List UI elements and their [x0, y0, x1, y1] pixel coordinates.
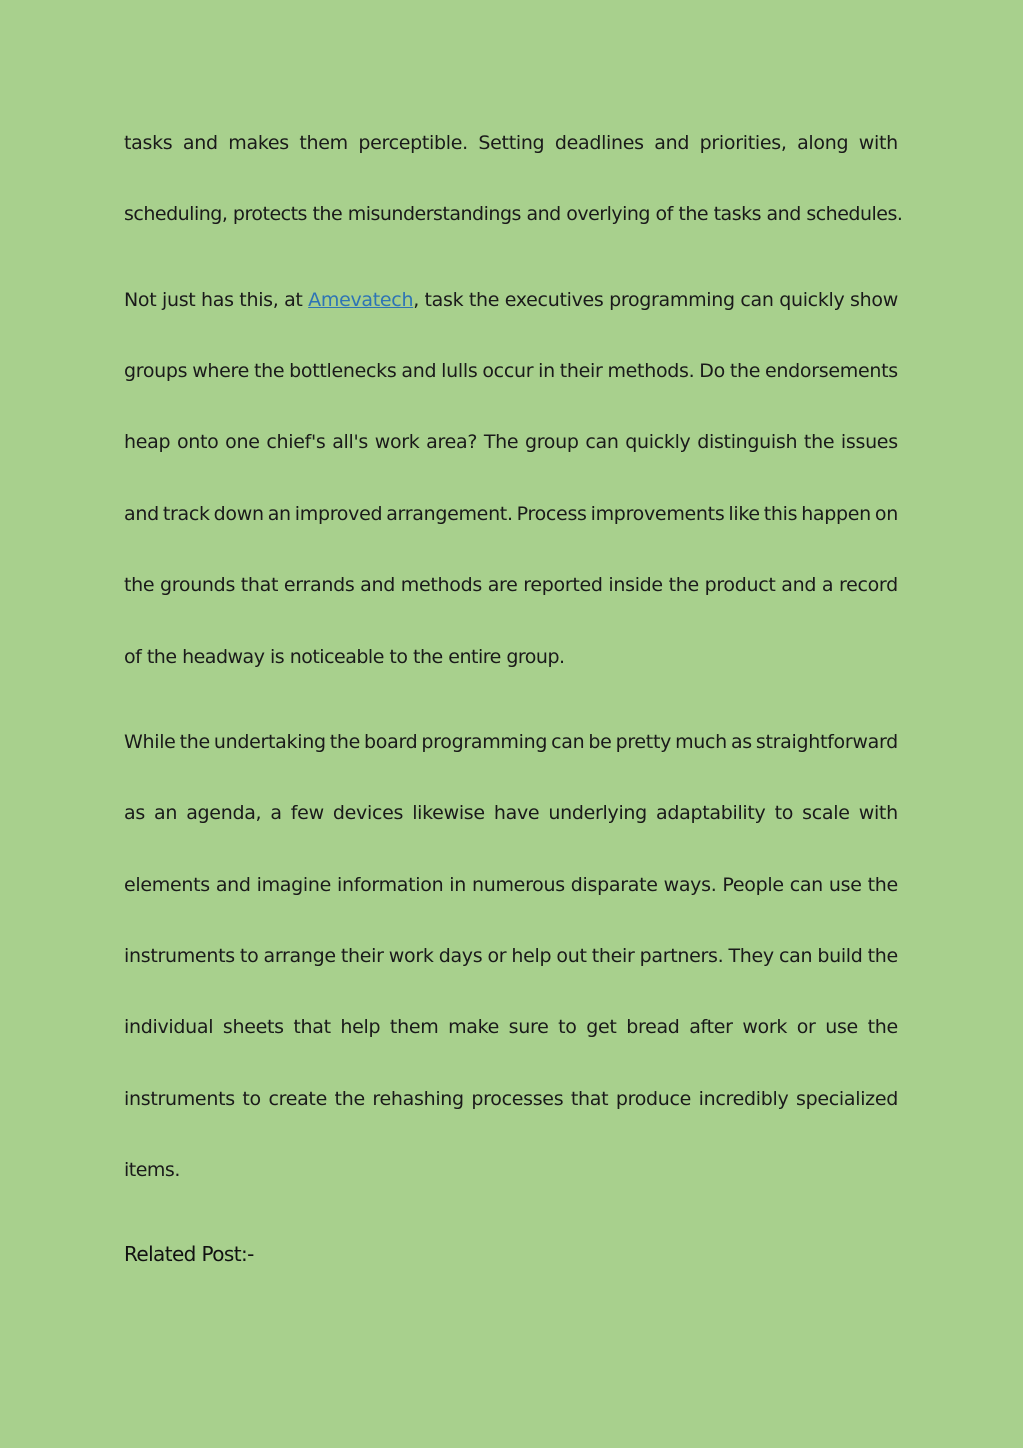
word: to	[242, 1088, 261, 1110]
word: track	[162, 503, 210, 525]
word: chief's	[266, 431, 326, 453]
word: on	[874, 503, 898, 525]
word: produce	[615, 1088, 692, 1110]
word: help	[511, 945, 552, 967]
word: endorsements	[765, 360, 898, 382]
word: in	[449, 874, 467, 896]
word: improved	[294, 503, 383, 525]
word: get	[586, 1016, 617, 1038]
paragraph-line: of the headway is noticeable to the entire group.	[124, 646, 565, 668]
word: and	[360, 574, 396, 596]
word: programming	[609, 289, 735, 311]
paragraph-line	[124, 1015, 898, 1039]
word: use	[828, 874, 862, 896]
word: that	[570, 1088, 609, 1110]
paragraph-line: items.	[124, 1159, 180, 1181]
word: individual	[124, 1016, 214, 1038]
word: the	[334, 1088, 365, 1110]
word: create	[268, 1088, 327, 1110]
word: People	[722, 874, 784, 896]
word: and	[182, 132, 218, 154]
word: their	[559, 360, 603, 382]
word: them	[389, 1016, 439, 1038]
word: the	[803, 431, 835, 453]
paragraph-line	[124, 573, 898, 597]
word: incredibly	[698, 1088, 789, 1110]
word: methods.	[607, 360, 695, 382]
word: the	[468, 289, 500, 311]
word: few	[290, 802, 324, 824]
word: help	[340, 1016, 381, 1038]
word: sheets	[222, 1016, 284, 1038]
word: The	[483, 431, 519, 453]
word: the	[329, 731, 361, 753]
word: quickly	[625, 431, 691, 453]
word: heap	[124, 431, 171, 453]
word: task	[424, 289, 464, 311]
word: straightforward	[755, 731, 898, 753]
word: product	[704, 574, 776, 596]
word: or	[796, 1016, 816, 1038]
word: Do	[699, 360, 725, 382]
word: at	[284, 289, 303, 311]
word: group	[524, 431, 579, 453]
word: inside	[608, 574, 663, 596]
word: priorities,	[699, 132, 787, 154]
word: to	[239, 945, 259, 967]
word: disparate	[570, 874, 658, 896]
word: the	[867, 1016, 898, 1038]
word: specialized	[796, 1088, 898, 1110]
word: much	[675, 731, 727, 753]
word: the	[729, 360, 761, 382]
paragraph-line	[124, 1087, 898, 1111]
paragraph-line: scheduling, protects the misunderstandings and overlying of the tasks and schedules.	[124, 203, 903, 225]
word: quickly	[779, 289, 845, 311]
word: lulls	[441, 360, 478, 382]
word: after	[689, 1016, 733, 1038]
paragraph-line	[124, 873, 898, 897]
word: partners.	[639, 945, 724, 967]
word: undertaking	[213, 731, 326, 753]
word: the	[124, 574, 155, 596]
word: grounds	[160, 574, 236, 596]
word: devices	[332, 802, 404, 824]
word: instruments	[124, 945, 235, 967]
word: record	[838, 574, 898, 596]
word: as	[730, 731, 752, 753]
word: deadlines	[554, 132, 644, 154]
word: a	[821, 574, 834, 596]
word: information	[336, 874, 444, 896]
word: the	[867, 945, 898, 967]
word: sure	[508, 1016, 549, 1038]
word: with	[858, 802, 898, 824]
word: arrangement.	[386, 503, 513, 525]
word: work	[742, 1016, 788, 1038]
word: Not	[124, 289, 157, 311]
word: area?	[426, 431, 478, 453]
word: bread	[626, 1016, 680, 1038]
word: be	[588, 731, 612, 753]
word: improvements	[590, 503, 725, 525]
paragraph-line	[124, 131, 898, 155]
word: this	[763, 503, 798, 525]
word: and	[781, 574, 817, 596]
paragraph-line	[124, 288, 898, 312]
word: show	[850, 289, 898, 311]
word: executives	[504, 289, 604, 311]
word: their	[591, 945, 635, 967]
word: along	[797, 132, 849, 154]
word: has	[201, 289, 234, 311]
word: likewise	[412, 802, 485, 824]
paragraph-line	[124, 502, 898, 526]
word: rehashing	[372, 1088, 464, 1110]
word: pretty	[615, 731, 672, 753]
word: imagine	[256, 874, 332, 896]
word: tasks	[124, 132, 173, 154]
word: a	[270, 802, 282, 824]
word: bottlenecks	[289, 360, 397, 382]
paragraph-line	[124, 944, 898, 968]
word: out	[556, 945, 587, 967]
word: build	[817, 945, 863, 967]
word: agenda,	[186, 802, 262, 824]
word: the	[867, 874, 898, 896]
word: that	[293, 1016, 331, 1038]
word: their	[340, 945, 384, 967]
word: processes	[471, 1088, 564, 1110]
word: an	[154, 802, 178, 824]
word: as	[124, 802, 145, 824]
word: make	[448, 1016, 500, 1038]
word: can	[551, 731, 585, 753]
word: Process	[516, 503, 587, 525]
paragraph-line	[124, 801, 898, 825]
word: programming	[421, 731, 548, 753]
word: are	[487, 574, 518, 596]
word: can	[778, 945, 813, 967]
word: the	[253, 360, 285, 382]
word: all's	[332, 431, 369, 453]
word: work	[388, 945, 434, 967]
word: just	[161, 289, 196, 311]
word: use	[825, 1016, 858, 1038]
word-with-link: Amevatech,	[308, 289, 419, 311]
word: adaptability	[656, 802, 766, 824]
word: issues	[840, 431, 898, 453]
word: ways.	[663, 874, 717, 896]
word: scale	[802, 802, 850, 824]
word: They	[728, 945, 774, 967]
paragraph-line	[124, 430, 898, 454]
word: an	[267, 503, 291, 525]
word: can	[585, 431, 619, 453]
word: the	[179, 731, 210, 753]
word: one	[225, 431, 260, 453]
word: distinguish	[697, 431, 798, 453]
word: can	[789, 874, 823, 896]
word: them	[299, 132, 348, 154]
word: like	[728, 503, 760, 525]
word: where	[192, 360, 250, 382]
paragraph-line	[124, 730, 898, 754]
word: arrange	[263, 945, 336, 967]
paragraph-line	[124, 359, 898, 383]
word: and	[215, 874, 251, 896]
word: makes	[228, 132, 289, 154]
word: methods	[400, 574, 482, 596]
word: Setting	[478, 132, 545, 154]
word: the	[668, 574, 699, 596]
word: instruments	[124, 1088, 235, 1110]
word: days	[438, 945, 483, 967]
word: with	[858, 132, 898, 154]
word: board	[364, 731, 418, 753]
amevatech-link[interactable]: Amevatech	[308, 289, 414, 311]
word: down	[213, 503, 264, 525]
word: elements	[124, 874, 210, 896]
word: to	[774, 802, 794, 824]
word: reported	[523, 574, 603, 596]
word: errands	[283, 574, 355, 596]
word: or	[487, 945, 507, 967]
word: and	[401, 360, 437, 382]
word: groups	[124, 360, 188, 382]
word: to	[558, 1016, 577, 1038]
word: in	[538, 360, 555, 382]
word: underlying	[548, 802, 647, 824]
word: can	[740, 289, 774, 311]
word: happen	[801, 503, 871, 525]
word: that	[240, 574, 279, 596]
related-post-heading: Related Post:-	[124, 1242, 254, 1266]
word: While	[124, 731, 176, 753]
word: onto	[176, 431, 219, 453]
word: this,	[239, 289, 279, 311]
word: occur	[482, 360, 534, 382]
word: work	[374, 431, 420, 453]
word: have	[493, 802, 540, 824]
word: numerous	[471, 874, 565, 896]
word: and	[654, 132, 690, 154]
word: perceptible.	[358, 132, 468, 154]
word: and	[124, 503, 159, 525]
